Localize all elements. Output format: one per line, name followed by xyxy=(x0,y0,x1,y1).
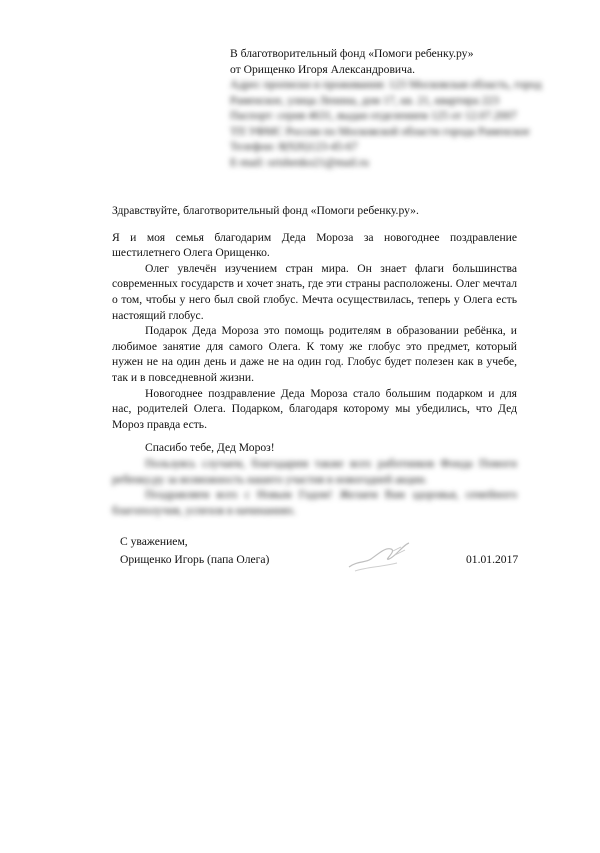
header-addressee: В благотворительный фонд «Помоги ребенку.ру» xyxy=(230,47,474,60)
signer-name: Орищенко Игорь (папа Олега) xyxy=(120,553,270,566)
header-redacted-line-2: Раменское, улица Ленина, дом 17, кв. 21, квартира 223 xyxy=(230,93,500,107)
regards-line: С уважением, xyxy=(120,535,188,548)
paragraph-3: Подарок Деда Мороза это помощь родителям в образовании ребёнка, и любимое занятие для самого Олега. К тому же глобус это предмет, который нужен не на один день и даже не на один год. Глобус будет полезен как в учебе, так и в повседневной жизни. xyxy=(112,324,517,384)
header-redacted-line-3: Паспорт: серия 4631, выдан отделением 125 от 12.07.2007 xyxy=(230,109,517,122)
redacted-paragraph-1: Пользуясь случаем, благодарим также всех работников Фонда Помоги ребенку.ру за возможность нашего участия в новогодней акции. xyxy=(112,456,517,486)
header-redacted-line-5: Телефон: 8(926)123-45-67 xyxy=(230,140,358,153)
paragraph-4: Новогоднее поздравление Деда Мороза стало большим подарком и для нас, родителей Олега. Подарком, благодаря которому мы убедились, что Дед Мороз правда есть. xyxy=(112,386,517,431)
header-redacted-line-6: E-mail: orishenko21@mail.ru xyxy=(230,155,369,169)
letter-date: 01.01.2017 xyxy=(466,553,519,566)
header-redacted-line-1: Адрес прописки и проживания: 123 Московская область, город xyxy=(230,78,542,91)
header-sender: от Орищенко Игоря Александровича. xyxy=(230,62,415,76)
greeting: Здравствуйте, благотворительный фонд «Помоги ребенку.ру». xyxy=(112,204,419,217)
letter-header xyxy=(230,46,542,170)
signature-block xyxy=(120,533,540,569)
thanks-line: Спасибо тебе, Дед Мороз! xyxy=(145,441,275,455)
paragraph-1: Я и моя семья благодарим Деда Мороза за новогоднее поздравление шестилетнего Олега Орищенко. xyxy=(112,230,517,260)
redacted-paragraph-2: Поздравляем всех с Новым Годом! Желаем Вам здоровья, семейного благополучия, успехов в начинаниях. xyxy=(112,488,517,517)
paragraph-2: Олег увлечён изучением стран мира. Он знает флаги большинства современных государств и хочет знать, где эти страны расположены. Олег мечтал о том, чтобы у него был свой глобус. Мечта осуществилась, теперь у Олега есть настоящий глобус. xyxy=(112,261,517,322)
letter-body xyxy=(112,203,517,518)
header-redacted-line-4: ТП УФМС России по Московской области города Раменское xyxy=(230,124,530,138)
